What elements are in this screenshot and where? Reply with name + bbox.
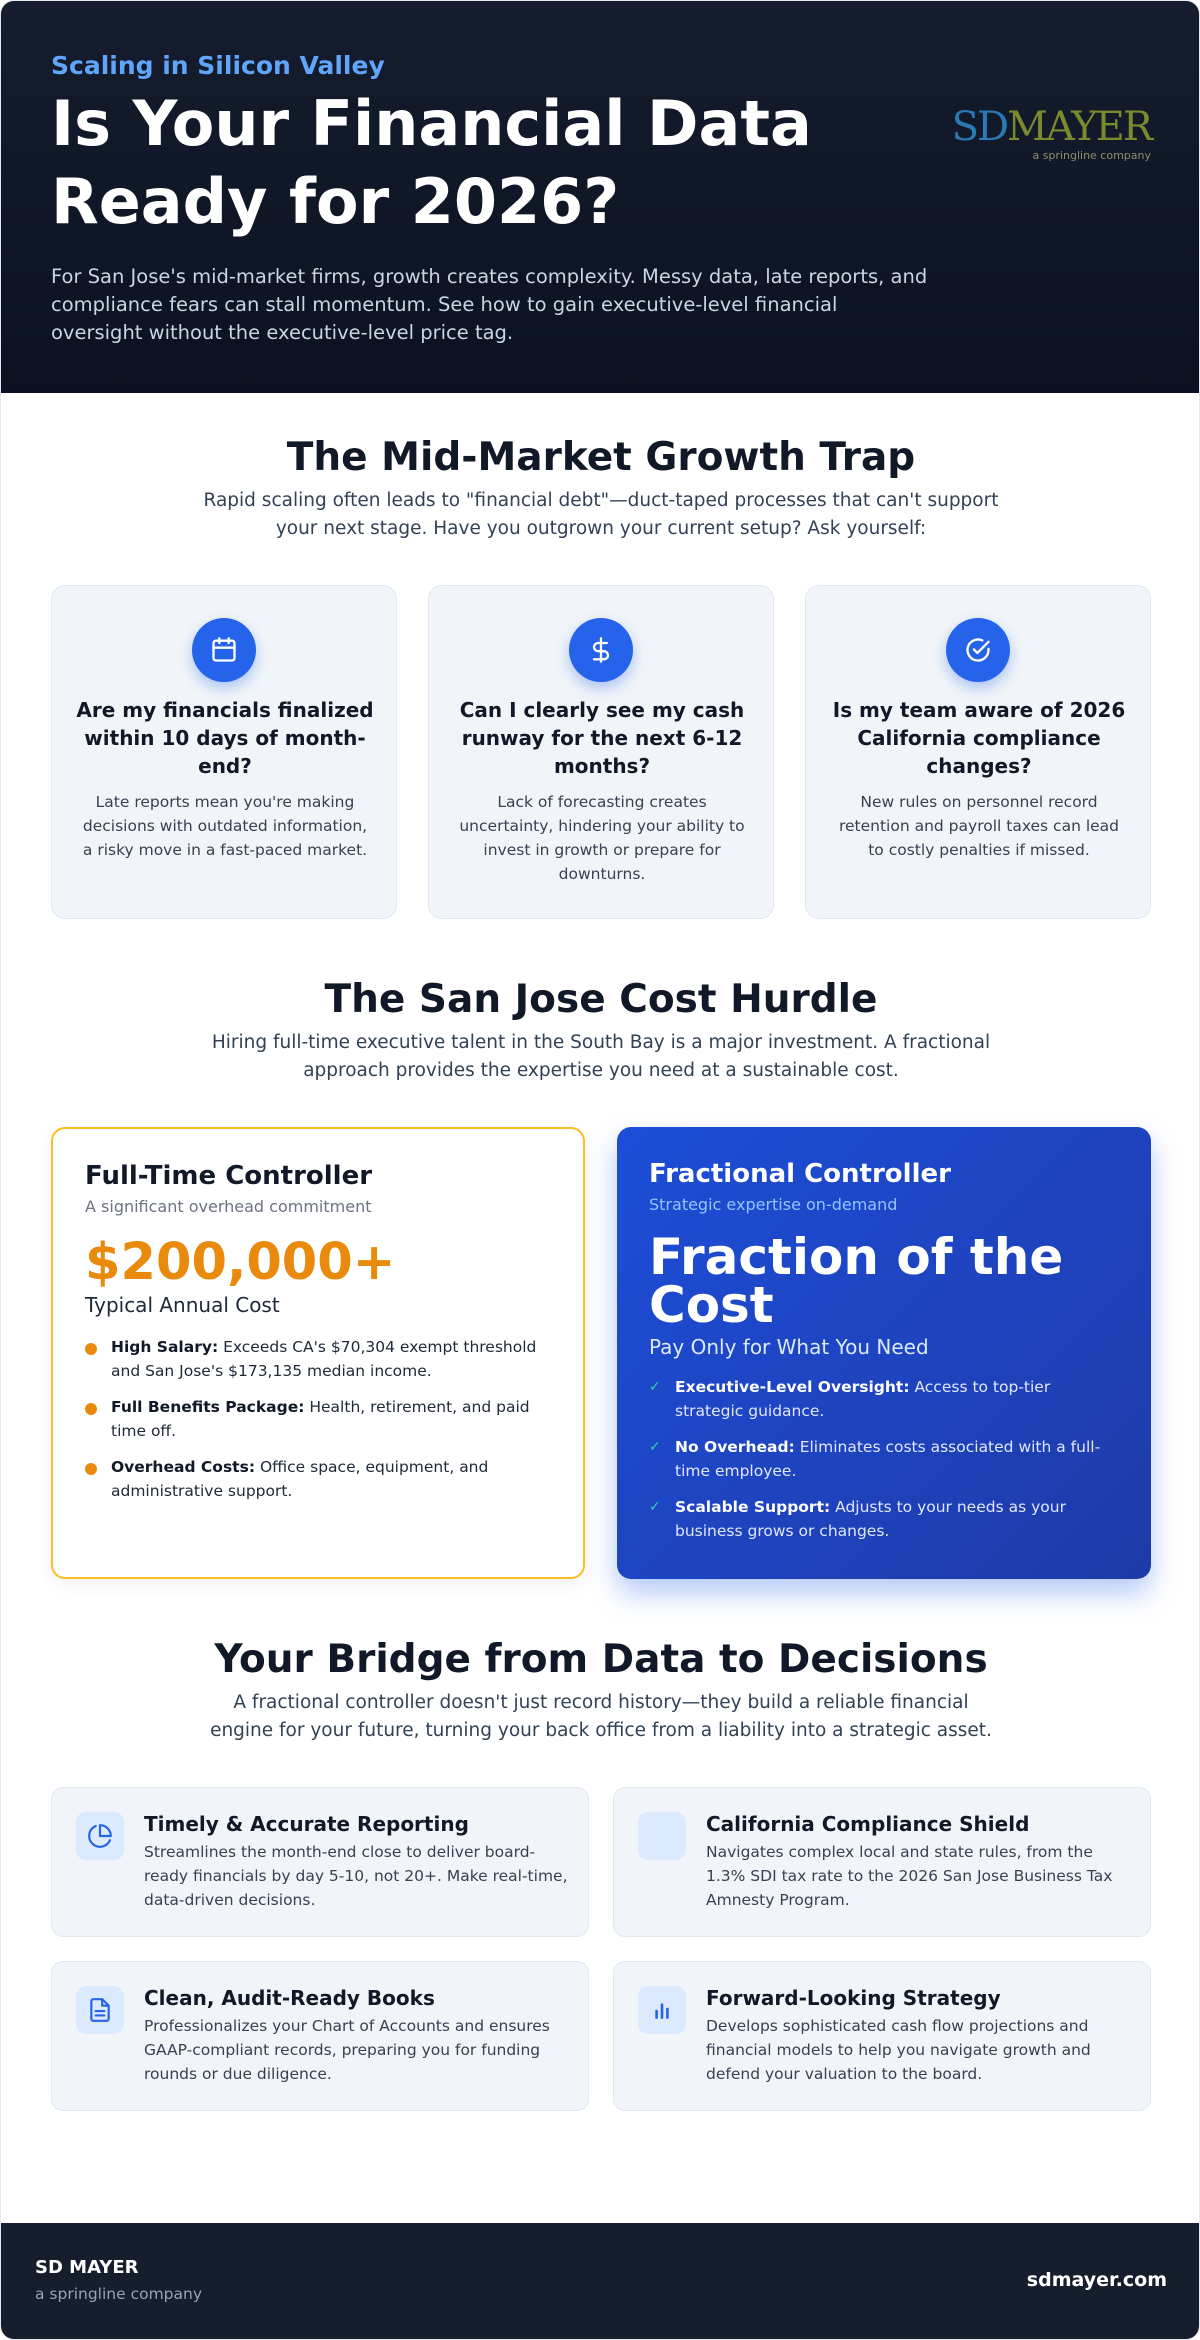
bridge-card-heading: Timely & Accurate Reporting	[144, 1812, 469, 1836]
footer	[1, 2223, 1200, 2340]
bullet-dot-icon	[85, 1403, 97, 1415]
bullet-dot-icon	[85, 1463, 97, 1475]
bridge-section-title: Your Bridge from Data to Decisions	[214, 1637, 988, 1682]
list-item: High Salary: Exceeds CA's $70,304 exempt threshold and San Jose's $173,135 median income.	[85, 1335, 555, 1383]
fractional-note: Strategic expertise on-demand	[649, 1195, 898, 1214]
list-item: ✓ Executive-Level Oversight: Access to top-tier strategic guidance.	[649, 1375, 1119, 1423]
dollar-icon	[569, 618, 633, 682]
trap-section-subtitle: Rapid scaling often leads to "financial debt"—duct-taped processes that can't support your next stage. Have you outgrown your current setup? Ask yourself:	[203, 490, 999, 539]
full-time-cost-list	[85, 1335, 555, 1515]
bridge-card-books	[51, 1961, 589, 2111]
fractional-controller-card	[617, 1127, 1151, 1579]
bridge-card-compliance	[613, 1787, 1151, 1937]
bridge-card-heading: Forward-Looking Strategy	[706, 1986, 1001, 2010]
trap-question: Is my team aware of 2026 California compliance changes?	[832, 698, 1126, 778]
full-time-note: A significant overhead commitment	[85, 1197, 372, 1216]
trap-answer: New rules on personnel record retention and payroll taxes can lead to costly penalties if missed.	[838, 793, 1120, 859]
sd-mayer-logo	[949, 105, 1151, 162]
calendar-icon	[192, 618, 256, 682]
fractional-headline: Fraction of the Cost	[649, 1228, 1064, 1334]
trap-card-compliance	[805, 585, 1151, 919]
logo-tagline: a springline company	[1032, 149, 1151, 162]
bridge-section-subtitle: A fractional controller doesn't just record history—they build a reliable financial engine for your future, turning your back office from a liability into a strategic asset.	[210, 1692, 992, 1741]
bridge-card-strategy	[613, 1961, 1151, 2111]
bridge-card-heading: California Compliance Shield	[706, 1812, 1030, 1836]
hero-eyebrow: Scaling in Silicon Valley	[51, 51, 385, 80]
bridge-card-text: Navigates complex local and state rules, from the 1.3% SDI tax rate to the 2026 San Jose Business Tax Amnesty Program.	[706, 1843, 1113, 1909]
hero-title: Is Your Financial Data Ready for 2026?	[51, 87, 812, 238]
full-time-price: $200,000+	[85, 1233, 396, 1292]
bridge-card-text: Professionalizes your Chart of Accounts and ensures GAAP-compliant records, preparing you for funding rounds or due diligence.	[144, 2017, 550, 2083]
trap-answer: Late reports mean you're making decisions with outdated information, a risky move in a fast-paced market.	[82, 793, 368, 859]
check-circle-icon	[946, 618, 1010, 682]
trap-question: Can I clearly see my cash runway for the next 6-12 months?	[459, 698, 745, 778]
bridge-card-reporting	[51, 1787, 589, 1937]
document-icon	[76, 1986, 124, 2034]
hero-intro: For San Jose's mid-market firms, growth creates complexity. Messy data, late reports, and compliance fears can stall momentum. See how to gain executive-level financial oversight without the executive-level price tag.	[51, 265, 928, 344]
pie-chart-icon	[76, 1812, 124, 1860]
trap-section-title: The Mid-Market Growth Trap	[286, 435, 916, 480]
check-icon: ✓	[649, 1439, 661, 1455]
fractional-benefit-list	[649, 1375, 1119, 1555]
bar-chart-icon	[638, 1986, 686, 2034]
check-icon: ✓	[649, 1379, 661, 1395]
fractional-heading: Fractional Controller	[649, 1159, 951, 1189]
cost-section-title: The San Jose Cost Hurdle	[324, 977, 878, 1022]
bullet-dot-icon	[85, 1343, 97, 1355]
bridge-card-text: Streamlines the month-end close to deliver board-ready financials by day 5-10, not 20+. Make real-time, data-driven decisions.	[144, 1843, 568, 1909]
cost-section-subtitle: Hiring full-time executive talent in the South Bay is a major investment. A fractional approach provides the expertise you need at a sustainable cost.	[211, 1032, 991, 1081]
list-item: ✓ No Overhead: Eliminates costs associated with a full-time employee.	[649, 1435, 1119, 1483]
trap-question: Are my financials finalized within 10 days of month-end?	[76, 698, 374, 778]
trap-card-month-end	[51, 585, 397, 919]
full-time-heading: Full-Time Controller	[85, 1161, 373, 1191]
bridge-card-text: Develops sophisticated cash flow projections and financial models to help you navigate growth and defend your valuation to the board.	[706, 2017, 1091, 2083]
check-icon: ✓	[649, 1499, 661, 1515]
footer-website-link[interactable]: sdmayer.com	[1026, 2269, 1167, 2291]
trap-card-cash-runway	[428, 585, 774, 919]
list-item: ✓ Scalable Support: Adjusts to your needs as your business grows or changes.	[649, 1495, 1119, 1543]
list-item: Overhead Costs: Office space, equipment, and administrative support.	[85, 1455, 555, 1503]
footer-tagline: a springline company	[35, 2285, 203, 2303]
shield-icon	[638, 1812, 686, 1860]
footer-brand: SD MAYER	[35, 2257, 139, 2278]
list-item: Full Benefits Package: Health, retirement, and paid time off.	[85, 1395, 555, 1443]
full-time-price-label: Typical Annual Cost	[85, 1293, 280, 1317]
trap-answer: Lack of forecasting creates uncertainty, hindering your ability to invest in growth or prepare for downturns.	[459, 793, 745, 883]
fractional-headline-sub: Pay Only for What You Need	[649, 1335, 929, 1359]
logo-wordmark: SDMAYER	[951, 104, 1151, 150]
hero-header	[1, 1, 1200, 393]
bridge-card-heading: Clean, Audit-Ready Books	[144, 1986, 435, 2010]
full-time-controller-card	[51, 1127, 585, 1579]
